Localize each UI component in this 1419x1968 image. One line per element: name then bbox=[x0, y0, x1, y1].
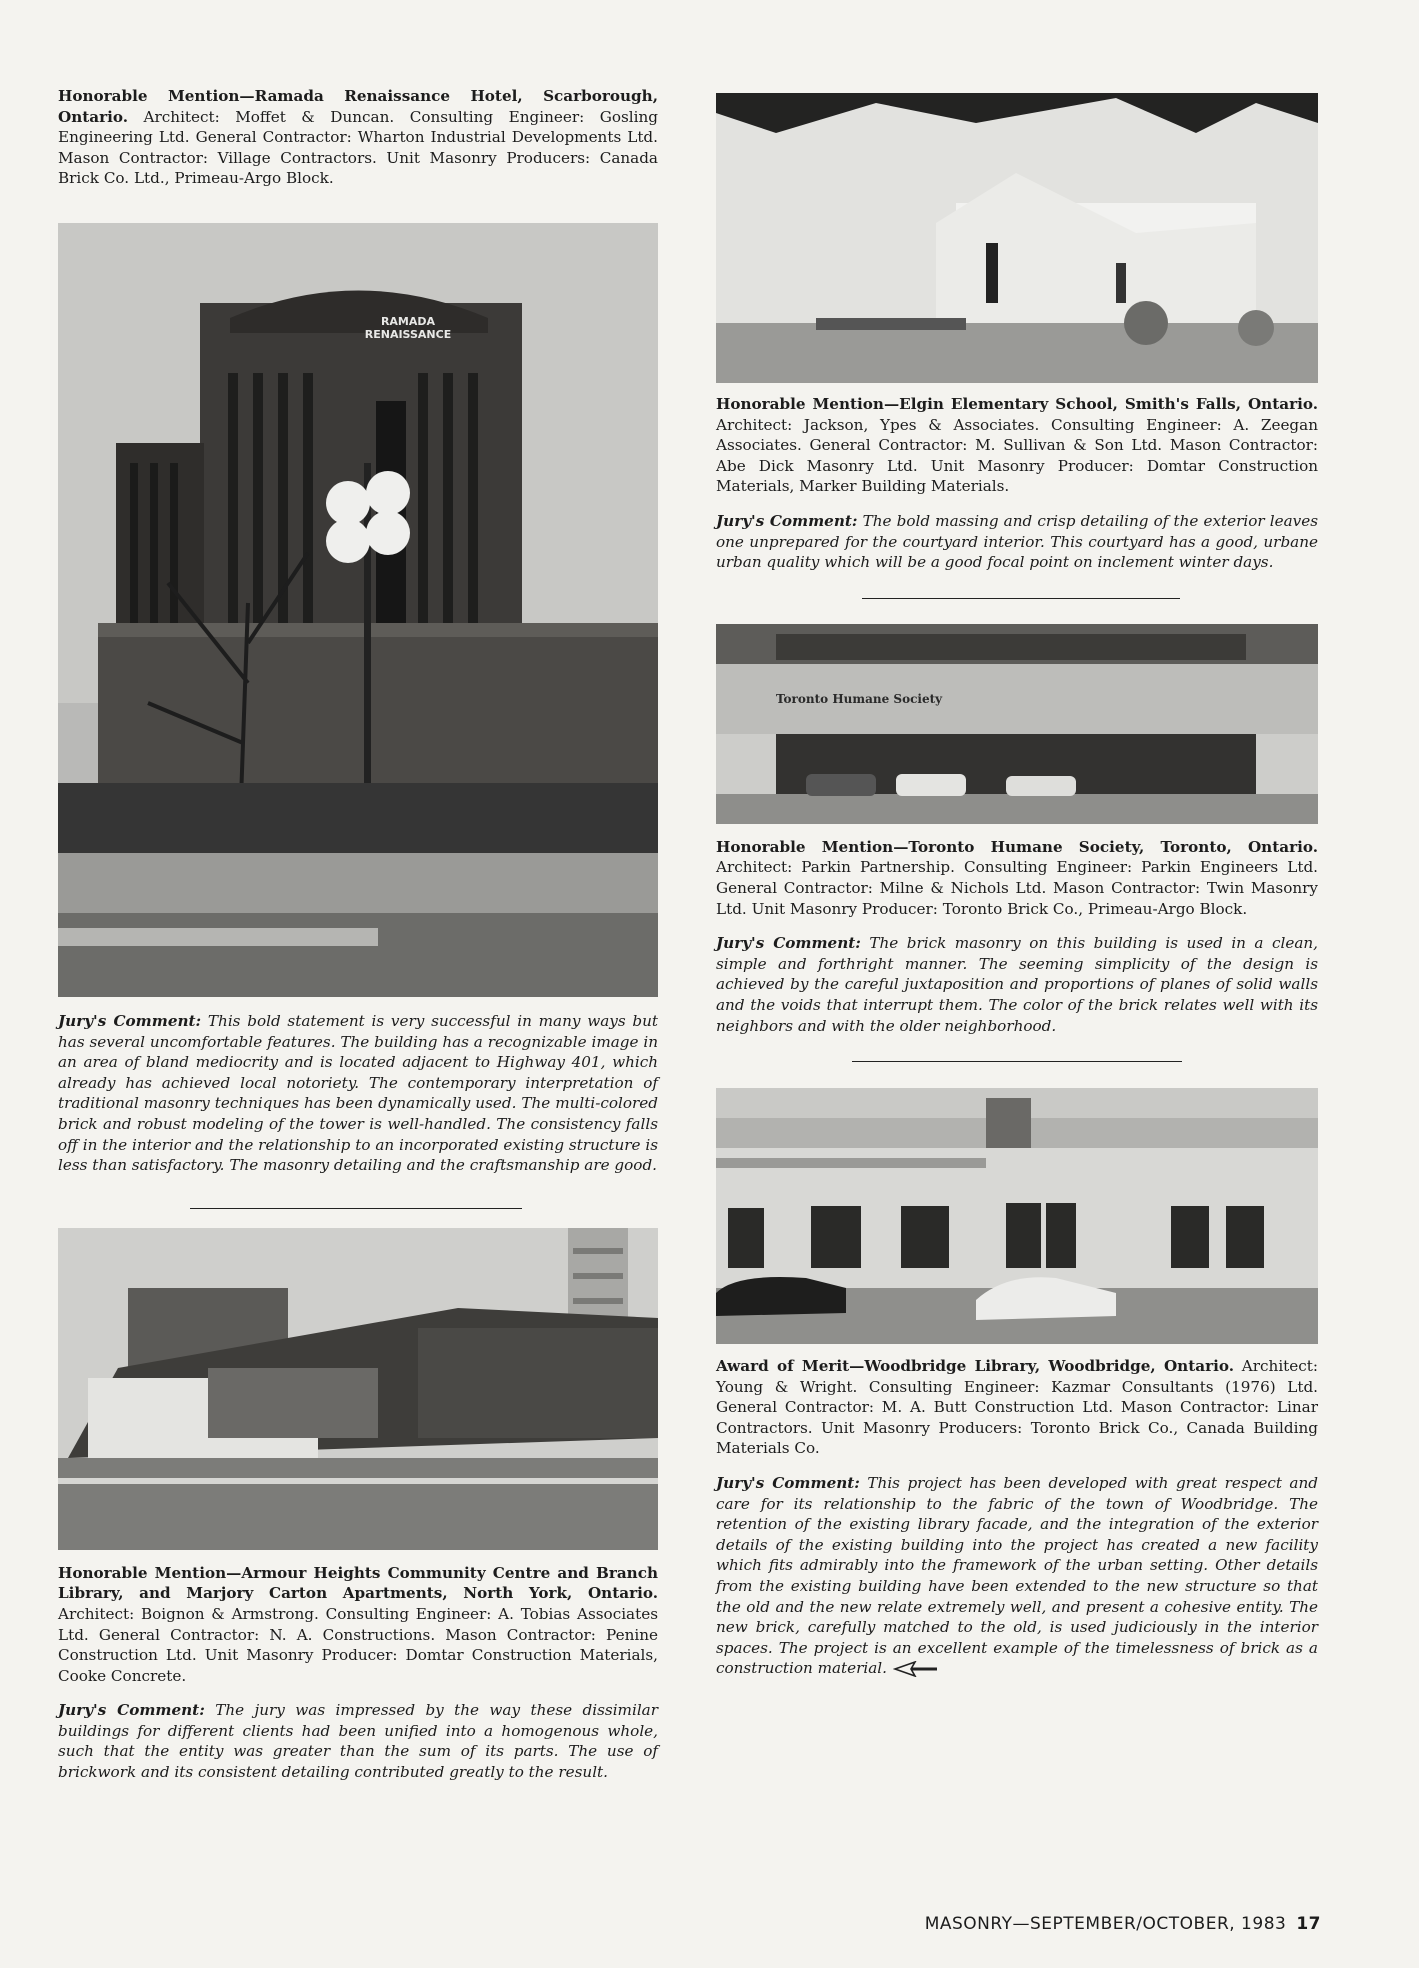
ramada-hotel-photo bbox=[58, 223, 658, 997]
ramada-title: Honorable Mention—Ramada Renaissance Hotel, Scarborough, Ontario. bbox=[58, 87, 658, 126]
woodbridge-jury-label: Jury's Comment: bbox=[716, 1474, 860, 1493]
elgin-jury-label: Jury's Comment: bbox=[716, 511, 858, 530]
armour-jury-text: The jury was impressed by the way these dissimilar buildings for different clients had been unified into a homogenous whole, such that the entity was greater than the sum of its parts. The use of brickwork and its consistent detailing contributed greatly to the result. bbox=[58, 1701, 658, 1782]
armour-title: Honorable Mention—Armour Heights Community Centre and Branch Library, and Marjory Carton Apartments, North York, Ontario. bbox=[58, 1563, 658, 1603]
humane-jury-text: The brick masonry on this building is used in a clean, simple and forthright manner. The seeming simplicity of the design is achieved by the careful juxtaposition and proportions of planes of solid walls and the voids that interrupt them. The color of the brick relates well with its neighbors and with the older neighborhood. bbox=[716, 934, 1318, 1035]
ramada-caption bbox=[58, 86, 658, 189]
elgin-school-photo bbox=[716, 93, 1318, 383]
humane-title: Honorable Mention—Toronto Humane Society, Toronto, Ontario. bbox=[716, 837, 1318, 856]
elgin-school-illustration bbox=[716, 93, 1318, 383]
woodbridge-library-illustration bbox=[716, 1088, 1318, 1344]
armour-heights-illustration bbox=[58, 1228, 658, 1550]
elgin-jury-text: The bold massing and crisp detailing of the exterior leaves one unprepared for the courtyard interior. This courtyard has a good, urbane urban quality which will be a good focal point on inclement winter days. bbox=[716, 511, 1319, 572]
woodbridge-jury-text: This project has been developed with great respect and care for its relationship to the fabric of the town of Woodbridge. The retention of the existing library facade, and the integration of the exterior details of the existing building into the project has created a new facility which fits admirably into the framework of the urban setting. Other details from the existing building have been extended to the new structure so that the old and the new relate extremely well, and present a cohesive entity. The new brick, carefully matched to the old, is used judiciously in the interior spaces. The project is an excellent example of the timelessness of brick as a construction material. bbox=[716, 1474, 1318, 1678]
page-number: 17 bbox=[1296, 1914, 1321, 1934]
armour-caption bbox=[58, 1563, 658, 1687]
masthead: MASONRY—SEPTEMBER/OCTOBER, 1983 bbox=[924, 1914, 1287, 1934]
right-column bbox=[716, 86, 1318, 1679]
elgin-details: Architect: Jackson, Ypes & Associates. Consulting Engineer: A. Zeegan Associates. General Contractor: M. Sullivan & Son Ltd. Mason Contractor: Abe Dick Masonry Ltd. Unit Masonry Producer: Domtar Construction Materials, Marker Building Materials. bbox=[716, 415, 1318, 496]
woodbridge-title: Award of Merit—Woodbridge Library, Woodbridge, Ontario. bbox=[716, 1357, 1234, 1376]
end-mark-icon bbox=[893, 1661, 939, 1677]
humane-caption bbox=[716, 837, 1318, 919]
ramada-jury-text: This bold statement is very successful in many ways but has several uncomfortable features. The building has a recognizable image in an area of bland mediocrity and is located adjacent to Highway 401, which already has achieved local notoriety. The contemporary interpretation of traditional masonry techniques has been dynamically used. The multi-colored brick and robust modeling of the tower is well-handled. The consistency falls off in the interior and the relationship to an incorporated existing structure is less than satisfactory. The masonry detailing and the craftsmanship are good. bbox=[58, 1011, 658, 1175]
humane-society-photo bbox=[716, 624, 1318, 824]
humane-society-sign: Toronto Humane Society bbox=[776, 691, 943, 706]
humane-jury-label: Jury's Comment: bbox=[716, 934, 861, 953]
armour-details: Architect: Boignon & Armstrong. Consulting Engineer: A. Tobias Associates Ltd. General Contractor: N. A. Constructions. Mason Contractor: Penine Construction Ltd. Unit Masonry Producer: Domtar Construction Materials, Cooke Concrete. bbox=[58, 1604, 658, 1685]
humane-society-illustration bbox=[716, 624, 1318, 824]
woodbridge-details: Architect: Young & Wright. Consulting Engineer: Kazmar Consultants (1976) Ltd. General Contractor: M. A. Butt Construction Ltd. Mason Contractor: Linar Contractors. Unit Masonry Producers: Toronto Brick Co., Canada Building Materials Co. bbox=[716, 1357, 1318, 1458]
woodbridge-caption bbox=[716, 1356, 1318, 1459]
section-divider bbox=[862, 598, 1180, 599]
armour-jury-label: Jury's Comment: bbox=[58, 1701, 205, 1720]
elgin-caption bbox=[716, 394, 1318, 497]
woodbridge-jury-comment bbox=[716, 1473, 1318, 1679]
left-column bbox=[58, 86, 658, 1783]
armour-heights-photo bbox=[58, 1228, 658, 1550]
elgin-jury-comment bbox=[716, 511, 1318, 573]
ramada-sign: RAMADA RENAISSANCE bbox=[364, 314, 452, 341]
woodbridge-library-photo bbox=[716, 1088, 1318, 1344]
section-divider bbox=[852, 1061, 1182, 1062]
armour-jury-comment bbox=[58, 1700, 658, 1782]
humane-jury-comment bbox=[716, 933, 1318, 1036]
ramada-details: Architect: Moffet & Duncan. Consulting Engineer: Gosling Engineering Ltd. General Contractor: Wharton Industrial Developments Ltd. Mason Contractor: Village Contractors. Unit Masonry Producers: Canada Brick Co. Ltd., Primeau-Argo Block. bbox=[58, 107, 658, 188]
ramada-jury-label: Jury's Comment: bbox=[58, 1011, 202, 1030]
elgin-title: Honorable Mention—Elgin Elementary School, Smith's Falls, Ontario. bbox=[716, 395, 1318, 413]
page-footer bbox=[925, 1914, 1321, 1934]
humane-details: Architect: Parkin Partnership. Consulting Engineer: Parkin Engineers Ltd. General Contractor: Milne & Nichols Ltd. Mason Contractor: Twin Masonry Ltd. Unit Masonry Producer: Toronto Brick Co., Primeau-Argo Block. bbox=[716, 858, 1318, 918]
ramada-jury-comment bbox=[58, 1011, 658, 1176]
section-divider bbox=[190, 1208, 522, 1209]
